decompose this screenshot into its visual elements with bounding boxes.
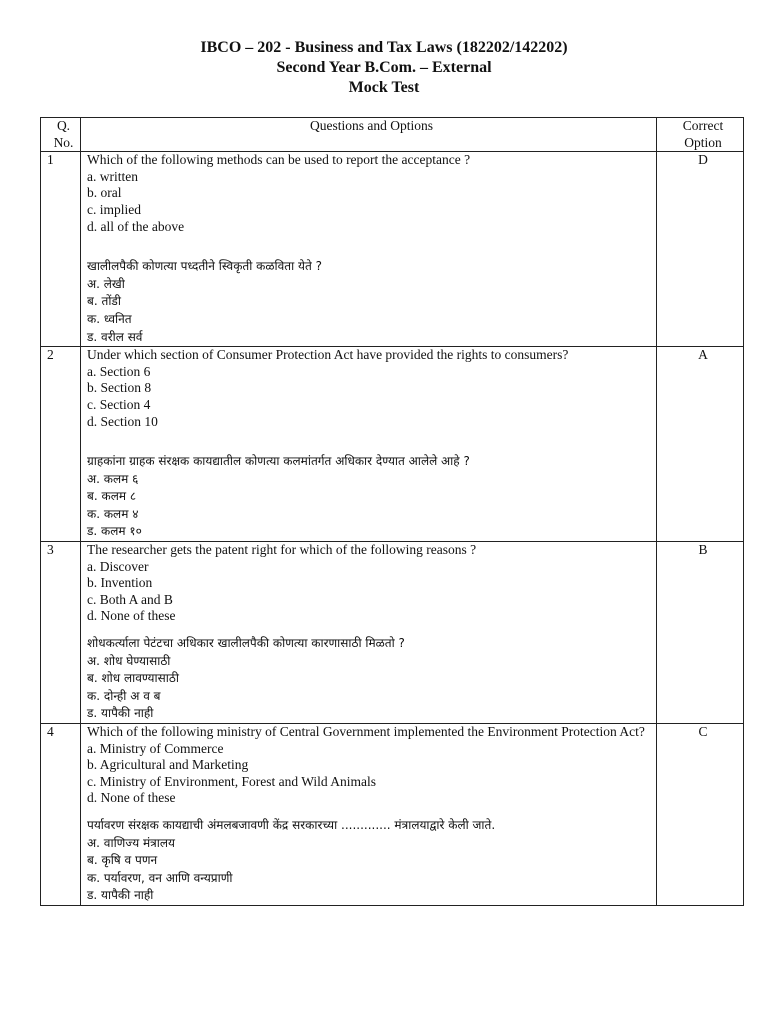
question-text-mr: खालीलपैकी कोणत्या पध्दतीने स्विकृती कळविता येते ? xyxy=(87,259,323,274)
option-mr: ड. कलम १० xyxy=(87,524,142,539)
correct-option: A xyxy=(657,347,744,542)
course-title: IBCO – 202 - Business and Tax Laws (182202/142202) xyxy=(200,39,568,56)
header-questions-options: Questions and Options xyxy=(81,118,657,152)
option-mr: ड. यापैकी नाही xyxy=(87,888,154,903)
question-table xyxy=(40,117,744,906)
option-mr: ब. शोध लावण्यासाठी xyxy=(87,671,179,686)
question-text-en: The researcher gets the patent right for which of the following reasons ? xyxy=(87,542,477,558)
correct-option: C xyxy=(657,724,744,906)
option-en: d. None of these xyxy=(87,608,176,624)
question-text-en: Which of the following methods can be used to report the acceptance ? xyxy=(87,152,471,168)
correct-option: B xyxy=(657,542,744,724)
option-en: c. Ministry of Environment, Forest and Wild Animals xyxy=(87,773,377,789)
option-en: a. Ministry of Commerce xyxy=(87,740,224,756)
option-en: b. Invention xyxy=(87,575,153,591)
option-en: d. Section 10 xyxy=(87,413,158,429)
document-title xyxy=(0,38,768,98)
table-row xyxy=(41,347,744,542)
option-en: c. Both A and B xyxy=(87,591,173,607)
question-text-mr: शोधकर्त्याला पेटंटचा अधिकार खालीलपैकी कोणत्या कारणासाठी मिळतो ? xyxy=(87,636,405,651)
table-row xyxy=(41,152,744,347)
option-en: a. written xyxy=(87,168,138,184)
question-cell xyxy=(81,724,657,906)
option-mr: ड. यापैकी नाही xyxy=(87,706,154,721)
option-en: b. Section 8 xyxy=(87,380,152,396)
header-correct-option: Correct Option xyxy=(657,118,744,152)
table-row xyxy=(41,542,744,724)
question-number: 1 xyxy=(41,152,81,347)
option-mr: क. पर्यावरण, वन आणि वन्यप्राणी xyxy=(87,870,233,885)
option-mr: अ. कलम ६ xyxy=(87,471,139,486)
option-en: d. all of the above xyxy=(87,218,185,234)
option-en: c. implied xyxy=(87,201,141,217)
option-en: b. oral xyxy=(87,185,122,201)
question-cell xyxy=(81,542,657,724)
question-text-mr: पर्यावरण संरक्षक कायद्याची अंमलबजावणी केंद्र सरकारच्या ............. मंत्रालयाद्वारे केली जाते. xyxy=(87,817,496,832)
test-title: Mock Test xyxy=(348,79,420,96)
question-cell xyxy=(81,152,657,347)
option-mr: अ. लेखी xyxy=(87,276,125,291)
option-mr: ब. कृषि व पणन xyxy=(87,853,158,868)
table-header-row xyxy=(41,118,744,152)
question-number: 2 xyxy=(41,347,81,542)
option-en: a. Discover xyxy=(87,558,149,574)
option-mr: क. दोन्ही अ व ब xyxy=(87,688,161,703)
program-title: Second Year B.Com. – External xyxy=(276,59,492,76)
table-row xyxy=(41,724,744,906)
option-mr: ड. वरील सर्व xyxy=(87,329,143,344)
question-text-mr: ग्राहकांना ग्राहक संरक्षक कायद्यातील कोणत्या कलमांतर्गत अधिकार देण्यात आलेले आहे ? xyxy=(87,454,470,469)
option-en: a. Section 6 xyxy=(87,363,151,379)
option-en: b. Agricultural and Marketing xyxy=(87,757,249,773)
question-cell xyxy=(81,347,657,542)
question-number: 3 xyxy=(41,542,81,724)
option-mr: क. ध्वनित xyxy=(87,311,132,326)
question-text-en: Under which section of Consumer Protection Act have provided the rights to consumers? xyxy=(87,347,569,363)
question-number: 4 xyxy=(41,724,81,906)
option-mr: ब. कलम ८ xyxy=(87,489,137,504)
option-mr: ब. तोंडी xyxy=(87,294,121,309)
option-mr: अ. शोध घेण्यासाठी xyxy=(87,653,171,668)
option-en: d. None of these xyxy=(87,790,176,806)
question-text-en: Which of the following ministry of Central Government implemented the Environment Protection Act? xyxy=(87,724,645,739)
correct-option: D xyxy=(657,152,744,347)
option-en: c. Section 4 xyxy=(87,396,151,412)
option-mr: क. कलम ४ xyxy=(87,506,139,521)
header-question-number: Q. No. xyxy=(41,118,81,152)
option-mr: अ. वाणिज्य मंत्रालय xyxy=(87,835,176,850)
